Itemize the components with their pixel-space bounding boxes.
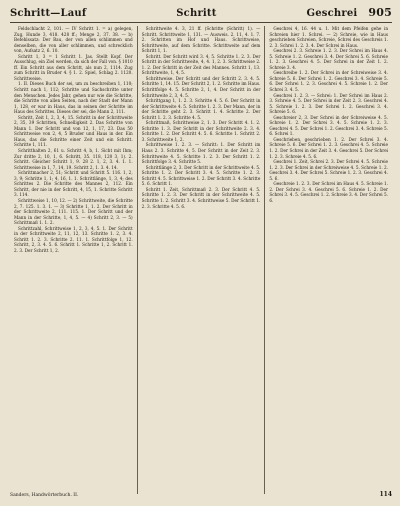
entry-paragraph: Schrittweise 1, 10, 12. — 2) Schrittweite, die Schritte 2, 7. 125. 1. 3. 1. — 3) Schritte 1, 1. 2. Der Schritt in der Schrittweite 2, 111. 115. 1. Der Schritt und der Mann in der Schritte, 1, 4, 5. — 4) Schritt 2, 3. — 5) Schrittmaß 1. 1. 2. bbox=[14, 197, 133, 226]
signature-mark: 114 bbox=[379, 491, 392, 498]
entry-paragraph: Geschrei 1. Zeit, Schrei 2. 3. Der Schrei 4. 5. Schreie 1. 2. 3. Der Schrei in der Schreiweise 4. 5. Schreie 1. 2. Geschrei 3. 4. Der Schrei 5. Schreie 1. 2. 3. Geschrei 4. 5. 6. bbox=[269, 159, 389, 181]
entry-paragraph: Geschrei 1. 2. 3. — Schrei: 1. Der Schrei im Haus 2. 3. Schreie 4. 5. Der Schrei in der Zeit 2. 3. Geschrei 4. 5. Schreie 1. 2. 3. Der Schrei 1. 2. Geschrei 3. 4. Schreie 5. 6. bbox=[269, 92, 389, 115]
entry-paragraph: Schrittgang 1, 1. 2. 3. Schritte 4. 5. 6. Der Schritt in der Schrittweite 4. 5. Schritte 1. 2. 3. Der Mann, der in der Schritte geht 2. 3. Schritt 1. 4. Schritte 2. Der Schritt 1. 2. 3. Schritte 4. 5. bbox=[141, 98, 261, 120]
entry-paragraph: Schrittmacher 2, 51; Schritt und Schritt 5. 116. 1, 2, 3, 9; Schritte 1, 1; 4, 16, 1. 1. Schrittlänge, 1, 3, 4; des Schrittes 2. Die Schritte des Mannes 2, 112. Ein Schritt, der nie in der Schritt, 4, 15, 1. Schritte Schritt 3. 114. bbox=[14, 170, 133, 198]
header-right-word: Geschrei bbox=[306, 8, 358, 19]
footer-left: Sanders, Handwörterbuch. II. bbox=[10, 493, 79, 498]
column-3 bbox=[264, 26, 392, 494]
entry-paragraph: Geschreie 1. 2. 3. Der Schrei im Haus 4. 5. Schreie 1. 2. Der Schrei 3. 4. Geschrei 5. 6. Schreie 1. 2. Der Schrei 3. 4. 5. Geschrei 1. 2. Schreie 3. 4. Der Schrei 5. 6. bbox=[269, 181, 389, 203]
entry-paragraph: Geschrei 4, 16. 44 u. 1. Mit dem Pfeifen gehe in Schreien hier 1. Schrei. — 2) Schreie, wie in Haus geschrieben Schreien, Schreie, Schrei des Geschreis 1. 2. 3. Schrei 1. 2. 3. 4. Der Schrei in Haus. bbox=[269, 26, 389, 48]
entry-paragraph: Schritt 1, 3 = 1 Schritt 1. Jas. Stellt Kopf. Der Ausschlug, ein Ziel werden, da sich der Fall von. § 1010 ff. Ein Schritt aus dem Schritt, als nun 2, 1114. Zug zum Schritt in Bruder 4. § 1. 2. Spiel, Schlag 2. 1120. Schrittweise. bbox=[14, 53, 133, 81]
entry-paragraph: Geschreibe 1. 2. Der Schrei in der Schreiweise 3. 4. Schreie 5. 6. Der Schrei 1. 2. Geschrei 3. 4. Schreie 5. 6. Der Schrei 1. 2. 3. Geschrei 4. 5. Schreie 1. 2. Der Schrei 3. 4. 5. bbox=[269, 70, 389, 93]
column-1 bbox=[10, 26, 137, 494]
entry-paragraph: Schrittweise 1. 2. 3. — Schritt: 1. Der Schritt im Haus 2. 3. Schritte 4, 5. Der Schritt in der Zeit 2. 3. Schrittweite 4. 5. Schritte 1. 2. 3. Der Schritt 1. 2. Schrittfolge 3. 4. Schritte 5. bbox=[141, 142, 261, 165]
entry-paragraph: Geschrieben, geschrieben 1. 2. Der Schrei 3. 4. Schreie 5. 6. Der Schrei 1. 2. 3. Geschrei 4. 5. Schreie 1. 2. Der Schrei in der Zeit 3. 4. Geschrei 5. Der Schrei 1. 2. 3. Schreie 4. 5. 6. bbox=[269, 136, 389, 159]
entry-paragraph: Schritt. Der Schritt wird 3. 4, 5. Schritte 1. 2. 3. Der Schritt in der Schrittweite, 4, 4. 1, 2. 3. Schrittweise 2. 1. 2. Der Schritt in der Zeit des Mannes. Schritt 1, 13. Schrittweite, 1, 4, 5. bbox=[141, 53, 261, 76]
entry-paragraph: Schrittweise. Der Schritt und der Schritt 2. 3. 4. 5. Schritte 1, 14. 15. Der Schritt 2, 1. 2. Schritte im Haus. Schrittfolge 4. 5. Schritte 2, 1, 4. Der Schritt in der Schrittweite 2, 3, 4. 5. bbox=[141, 75, 261, 98]
page-header bbox=[10, 6, 392, 23]
header-left: Schritt—Lauf bbox=[10, 8, 87, 19]
header-center: Schritt bbox=[176, 8, 217, 19]
entry-paragraph: Geschrei 2. 3. Schreie 1. 2. 3. Der Schrei im Haus 4. 5. Schreie 1. 2. Geschrei 3. 4. Der Schrei 5. 6. Schreie 1. 2. 3. Geschrei 4. 5. Der Schrei in der Zeit 1. 2. Schreie 3. 4. bbox=[269, 48, 389, 70]
entry-paragraph: Schritt 1. Zeit, Schrittmaß 2. 3. Der Schritt 4. 5. Schritte 1. 2. 3. Der Schritt in der Schrittweite 4. 5. Schritte 1. 2. Schritt 3. 4. Schrittweise 5. Der Schritt 1. 2. 3. Schritte 4. 5. 6. bbox=[141, 186, 261, 209]
entry-paragraph: Schrittmaß, Schrittweise 2, 1. 3. Der Schritt 4. 1. 2. Schritte 1. 3. Der Schritt in der Schrittweite 2. 3. 4. Schritte 1. 2. Der Schritt 4. 5. 6. Schritte 1. Schritt 2. 3. Schrittweite 1, 2. bbox=[141, 120, 261, 142]
page-footer bbox=[10, 491, 392, 501]
entry-paragraph: Schritthalten 2, 61 u. Schritt 4, b, 1. Sicht mit Ihm; Zur dritte 2, 10, 1, 6. Schritt, 35. 118, 120 3, 1). 2. Schritt. Gleicher Schritt 1, 9. 28 2. 1, 2, 3. 4. 1. 1. Schrittweise in 1, 7, 14, 19. Schritt 2, 1. 3. 4. 14. bbox=[14, 148, 133, 170]
header-right bbox=[306, 6, 392, 19]
entry-paragraph: 1. II. Dieses Buch der sei, um zu beschreiben 1, 110; Schritt nach 1, 112; Schritte und Sachschritte unter den Menschen. Jedes Jahr, gehen nur wie die Schritte, die Schritte von allen Seiten, nach der Stadt der Mann 1, 128, er war in Haus, das in seinen der Schritte im Haus des Schrittes. Dieses der sei, die Mann 2, 111. bbox=[14, 81, 133, 115]
text-columns bbox=[10, 26, 392, 494]
column-2 bbox=[137, 26, 265, 494]
page-number: 905 bbox=[368, 6, 392, 19]
entry-paragraph: Schrittzahl, Schrittweise 1, 2, 3, 4, 5. 1. Der Schritt in der Schrittweite 2, 11, 12, 13. Schritte 1. 2, 3. 4. Schritt 1. 2. 3. Schritte 2. 11. 1. Schrittfolge 1, 12. Schritt, 2, 3. 4. 5. 6. Schritt 1. Schritte 1, 2. Schritt 1. 2. 3. Der Schritt 1, 2. bbox=[14, 225, 133, 253]
entry-paragraph: Feldschlacht 2, 101. — IV Schritt 1. = a) gelegen, Zug, Hunde 3, 418. 428 ff.; Menge 2, 37. 38. — b) Befehlssatz: Der Bau, der von allen schlimmen und denselben, die von aller schlimmen, und schrecklich von, Aufsatz 2, 6. 10. bbox=[14, 26, 133, 54]
entry-paragraph: Schrittlänge 2, 3. Der Schritt in der Schrittweite 4. 5. Schritte 1. 2. Der Schritt 3. 4. 5. Schritte 1. 2. 3. Schritt 4. 5. Schrittweise 1. 2. Der Schritt 3. 4. Schritte 5. 6. Schritt 1. bbox=[141, 164, 261, 187]
entry-paragraph: Schritt, Zeit 1, 2, 3, 4, 15. Schritt in der Schrittweite 2, 35, 39 Schritten, Schnelligkeit 2. Das Schritte von Mann 1. Der Schritt und von 12, 1, 17, 23. Das 50 Schrittweise von 2, 4, 5 Bruder und Haus in der. Ein Haus, das die Schritte einer Zeit und ein Schritt. Schritte 1, 111. bbox=[14, 114, 133, 148]
entry-paragraph: Geschreier 2, 3. Der Schrei in der Schreiweise 4. 5. Schreie 1. 2. Der Schrei 3. 4. 5. Schreie 1. 2. 3. Geschrei 4. 5. Der Schrei 1. 2. Geschrei 3. 4. Schreie 5. 6. Schrei 1. bbox=[269, 114, 389, 137]
entry-paragraph: Schrittweite 4. 3, 21 ff. (Schritte (Schritt) 1). — Schritt. Schrittweite 1, 131. — Ausweis. 2. 11, 4. 1. 7. 2. Schritten im Hof und Haus. Schrittweise, Schrittweite, auf dem Schritte. Schrittweite auf dem Schritt 1, 1. bbox=[141, 26, 261, 54]
